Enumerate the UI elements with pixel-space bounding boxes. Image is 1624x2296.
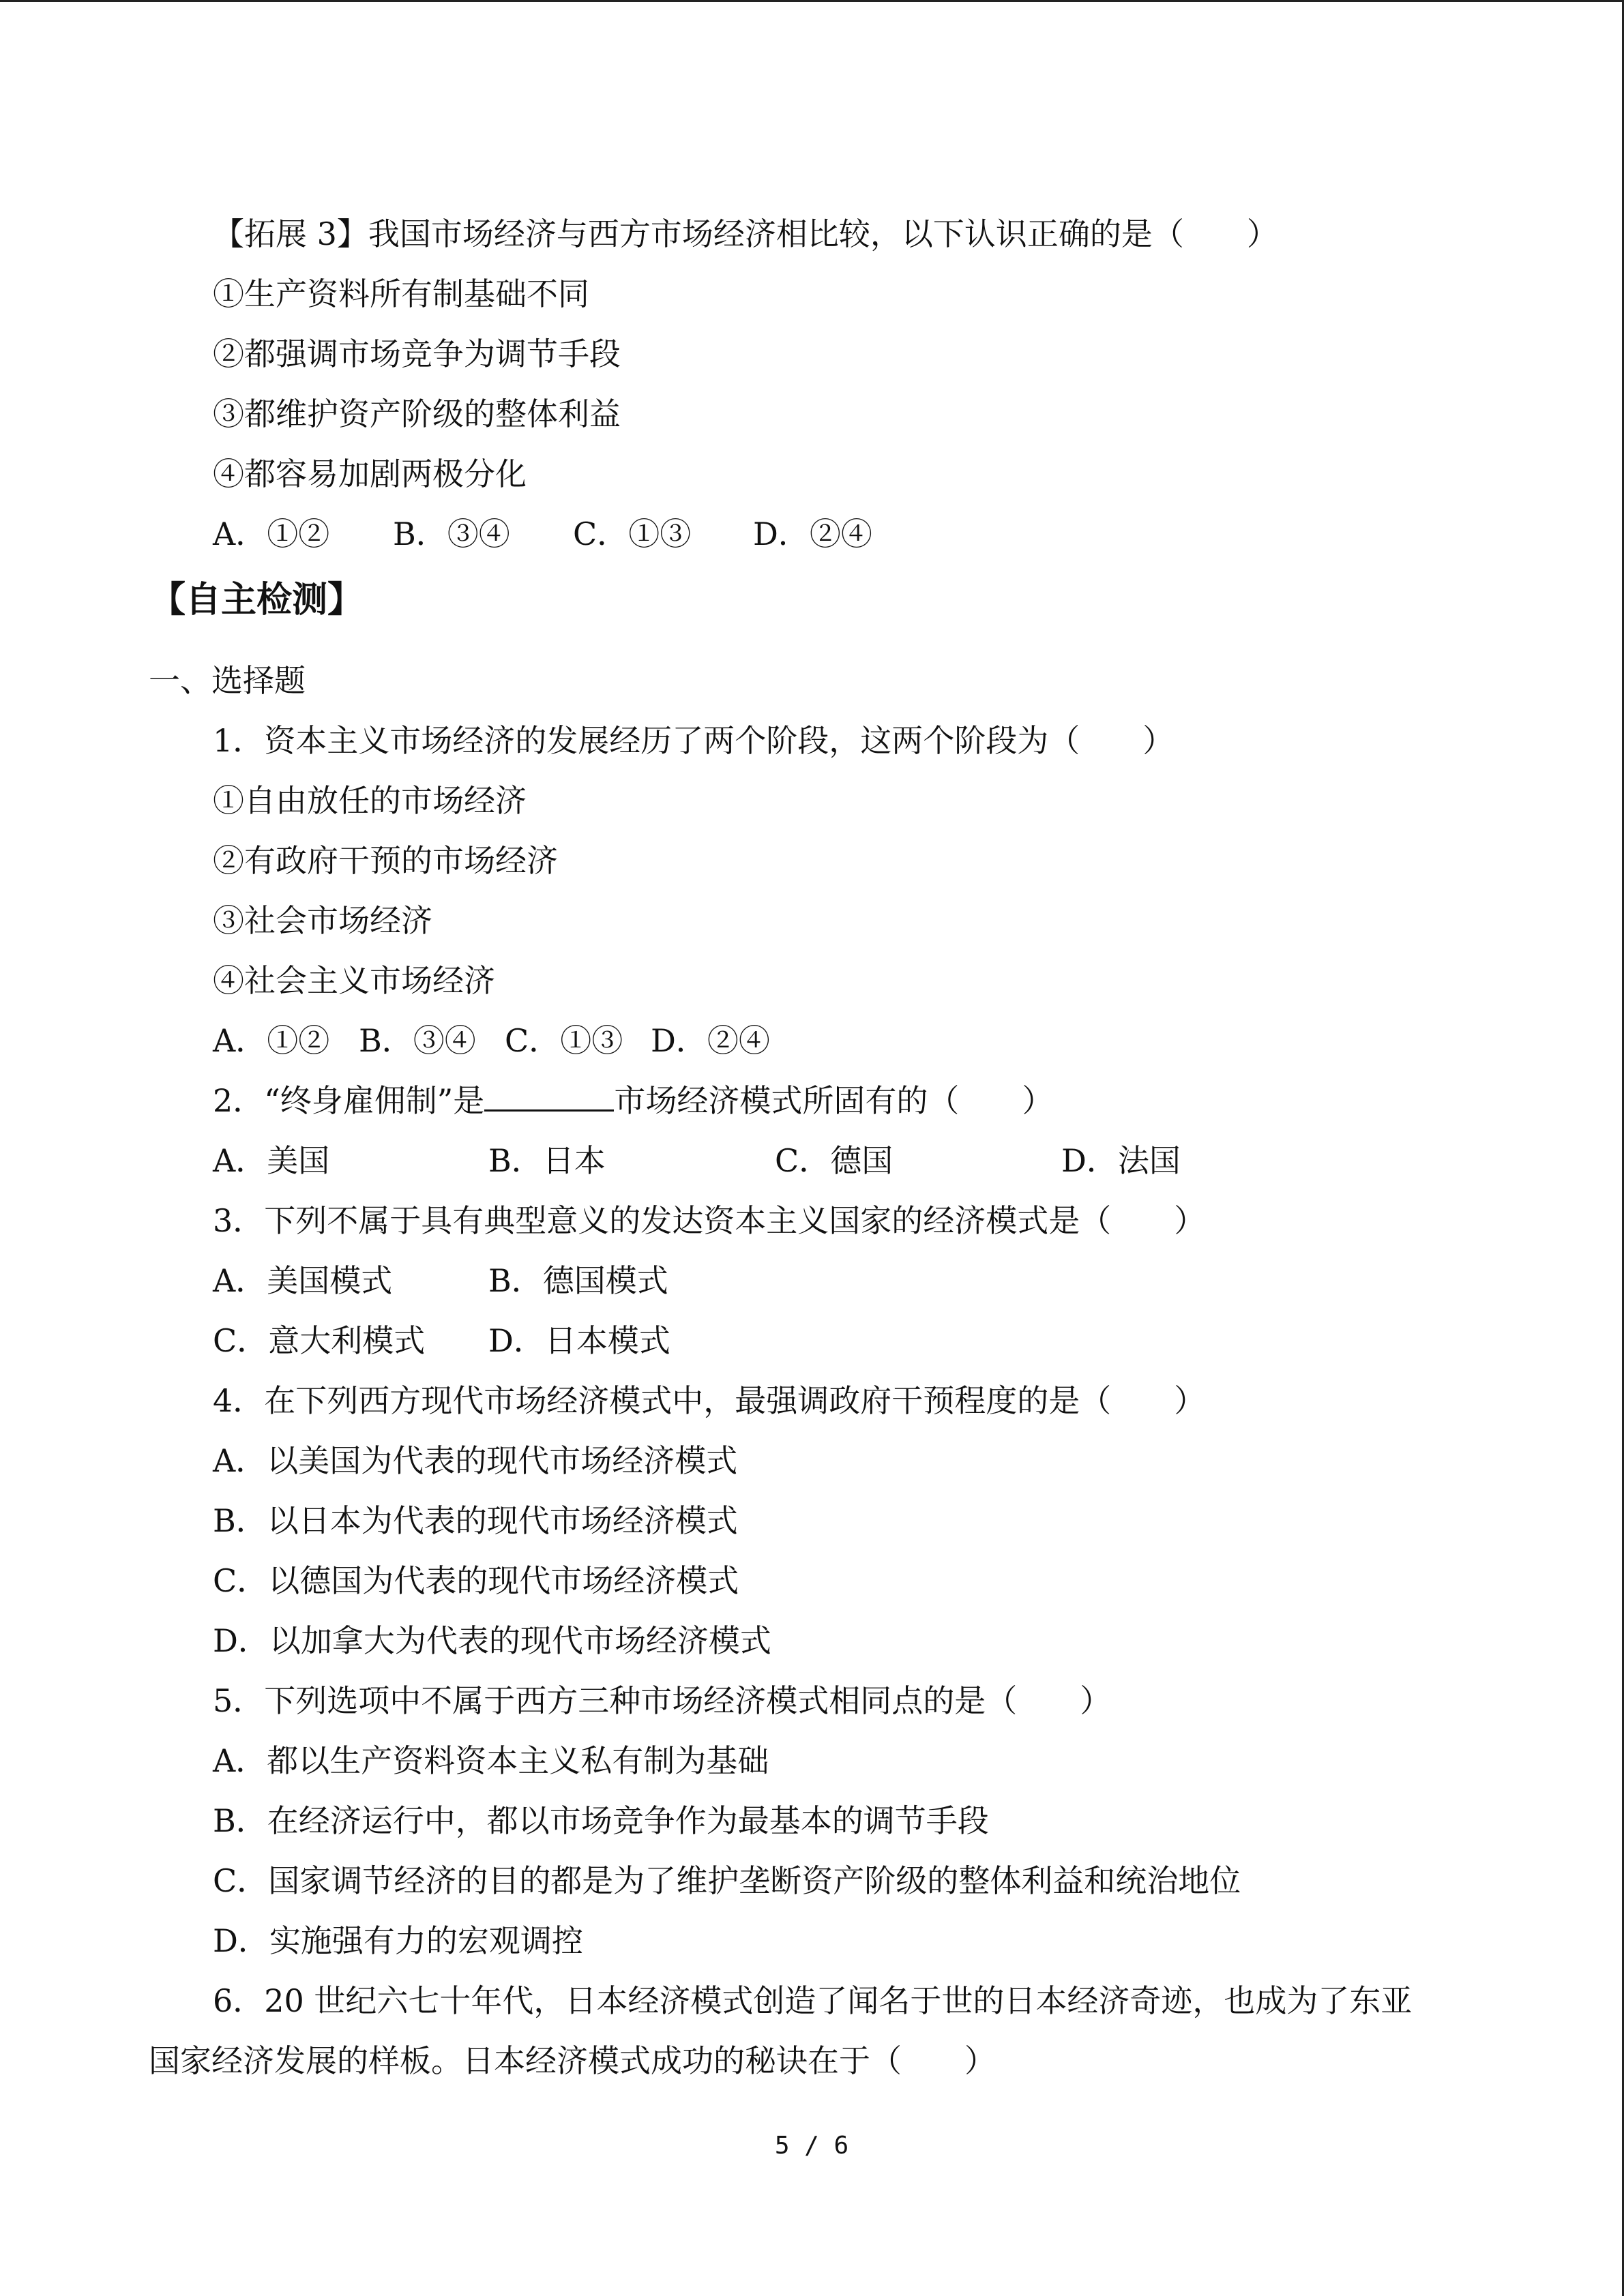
q4-option-c: C．以德国为代表的现代市场经济模式 [213, 1562, 739, 1599]
q1-options [213, 1020, 770, 1061]
subsection-title: 一、选择题 [149, 662, 306, 699]
extension-item: ②都强调市场竞争为调节手段 [213, 336, 621, 372]
q3-options-row2 [213, 1320, 670, 1361]
option-a: A．美国 [213, 1142, 330, 1179]
option-d: D．日本模式 [488, 1322, 670, 1359]
q5-option-d: D．实施强有力的宏观调控 [213, 1922, 583, 1959]
option-c: C．意大利模式 [213, 1322, 426, 1359]
page-number: 5 / 6 [774, 2132, 849, 2160]
q1-item: ②有政府干预的市场经济 [213, 842, 558, 879]
extension-question: 【拓展 3】我国市场经济与西方市场经济相比较，以下认识正确的是（ ） [213, 215, 1278, 252]
q5-stem: 5．下列选项中不属于西方三种市场经济模式相同点的是（ ） [213, 1682, 1112, 1719]
q2-blank [484, 1082, 614, 1112]
q2-stem-before: 2．“终身雇佣制”是 [213, 1082, 485, 1119]
q5-option-c: C．国家调节经济的目的都是为了维护垄断资产阶级的整体利益和统治地位 [213, 1862, 1241, 1899]
option-c: C．①③ [505, 1022, 623, 1059]
option-b: B．德国模式 [488, 1262, 668, 1299]
option-c: C．①③ [573, 516, 692, 552]
q3-options-row1 [213, 1260, 668, 1301]
extension-item: ④都容易加剧两极分化 [213, 456, 527, 492]
q2-stem [213, 1080, 1053, 1121]
extension-options [213, 513, 872, 554]
q1-item: ①自由放任的市场经济 [213, 782, 527, 819]
option-d: D．②④ [651, 1022, 770, 1059]
q4-option-a: A．以美国为代表的现代市场经济模式 [213, 1442, 738, 1479]
q6-stem-line2: 国家经济发展的样板。日本经济模式成功的秘诀在于（ ） [149, 2042, 996, 2079]
option-a: A．①② [213, 1022, 330, 1059]
option-d: D．法国 [1061, 1142, 1181, 1179]
extension-item: ③都维护资产阶级的整体利益 [213, 396, 621, 432]
q6-stem-line1: 6．20 世纪六七十年代，日本经济模式创造了闻名于世的日本经济奇迹，也成为了东亚 [213, 1982, 1413, 2019]
q1-item: ④社会主义市场经济 [213, 962, 495, 999]
q2-options [213, 1140, 1181, 1181]
option-a: A．美国模式 [213, 1262, 393, 1299]
q1-item: ③社会市场经济 [213, 902, 432, 939]
q3-stem: 3．下列不属于具有典型意义的发达资本主义国家的经济模式是（ ） [213, 1202, 1206, 1239]
q5-option-a: A．都以生产资料资本主义私有制为基础 [213, 1742, 769, 1779]
q4-stem: 4．在下列西方现代市场经济模式中，最强调政府干预程度的是（ ） [213, 1382, 1206, 1419]
section-title: 【自主检测】 [150, 580, 364, 621]
q4-option-d: D．以加拿大为代表的现代市场经济模式 [213, 1622, 771, 1659]
q2-stem-after: 市场经济模式所固有的（ ） [614, 1082, 1054, 1119]
option-b: B．日本 [488, 1142, 606, 1179]
q5-option-b: B．在经济运行中，都以市场竞争作为最基本的调节手段 [213, 1802, 989, 1839]
option-c: C．德国 [775, 1142, 894, 1179]
option-d: D．②④ [753, 516, 872, 552]
q4-option-b: B．以日本为代表的现代市场经济模式 [213, 1502, 738, 1539]
option-a: A．①② [213, 516, 330, 552]
option-b: B．③④ [393, 516, 510, 552]
page-top-border [0, 0, 1624, 2]
extension-item: ①生产资料所有制基础不同 [213, 275, 589, 312]
q1-stem: 1．资本主义市场经济的发展经历了两个阶段，这两个阶段为（ ） [213, 722, 1175, 759]
option-b: B．③④ [359, 1022, 476, 1059]
